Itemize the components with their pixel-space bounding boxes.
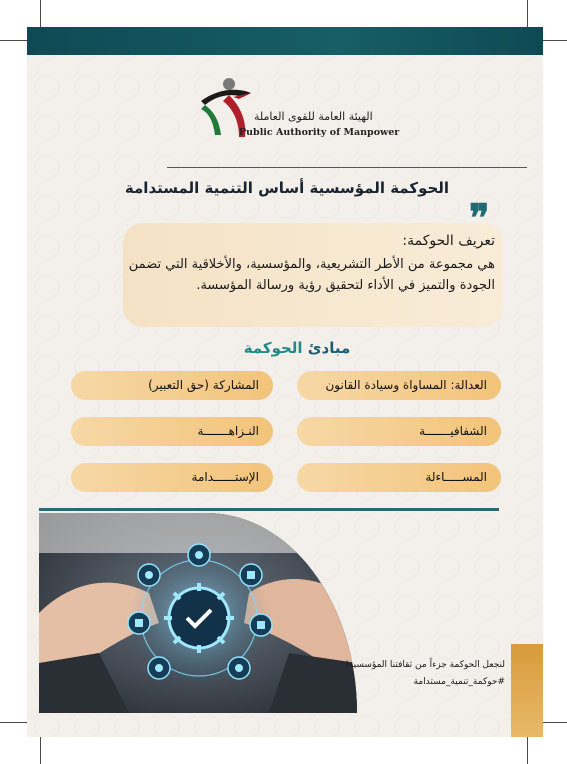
logo-english-text: Public Authority of Manpower — [239, 127, 400, 138]
divider-line — [167, 167, 527, 168]
principle-transparency: الشفافيـــــــة — [297, 417, 501, 446]
principles-title-part2: الحوكمة — [243, 339, 303, 357]
crop-mark — [0, 722, 28, 723]
photo-divider — [39, 508, 499, 511]
header-bar — [27, 27, 543, 55]
footer-line-1: لنجعل الحوكمة جزءاً من ثقافتنا المؤسسية! — [345, 660, 505, 670]
principle-sustainability: الإستــــــدامة — [71, 463, 273, 492]
principle-accountability: المســـــاءلة — [297, 463, 501, 492]
accent-bar — [511, 644, 543, 737]
definition-heading: تعريف الحوكمة: — [402, 233, 495, 249]
principle-justice: العدالة: المساواة وسيادة القانون — [297, 371, 501, 400]
crop-mark — [40, 737, 41, 764]
logo-arabic-text: الهيئة العامة للقوى العاملة — [254, 110, 373, 123]
crop-mark — [543, 40, 567, 41]
principle-integrity: النـزاهـــــــة — [71, 417, 273, 446]
footer-slogan — [237, 657, 505, 691]
principle-participation: المشاركة (حق التعبير) — [71, 371, 273, 400]
main-title: الحوكمة المؤسسية أساس التنمية المستدامة — [124, 179, 450, 197]
definition-body: هي مجموعة من الأطر التشريعية، والمؤسسية، والأخلاقية التي تضمن الجودة والتميز في الأداء لتحقيق رؤية ورسالة المؤسسة. — [128, 257, 495, 293]
footer-hashtag: #حوكمة_تنمية_مستدامة — [413, 677, 505, 687]
crop-mark — [543, 722, 567, 723]
principles-title-part1: مبادئ — [307, 339, 351, 357]
crop-mark — [527, 0, 528, 28]
quote-icon: ❞ — [469, 195, 490, 240]
crop-mark — [527, 737, 528, 764]
principles-title — [197, 339, 397, 357]
flyer-page — [27, 27, 543, 737]
crop-mark — [40, 0, 41, 28]
crop-mark — [0, 40, 28, 41]
